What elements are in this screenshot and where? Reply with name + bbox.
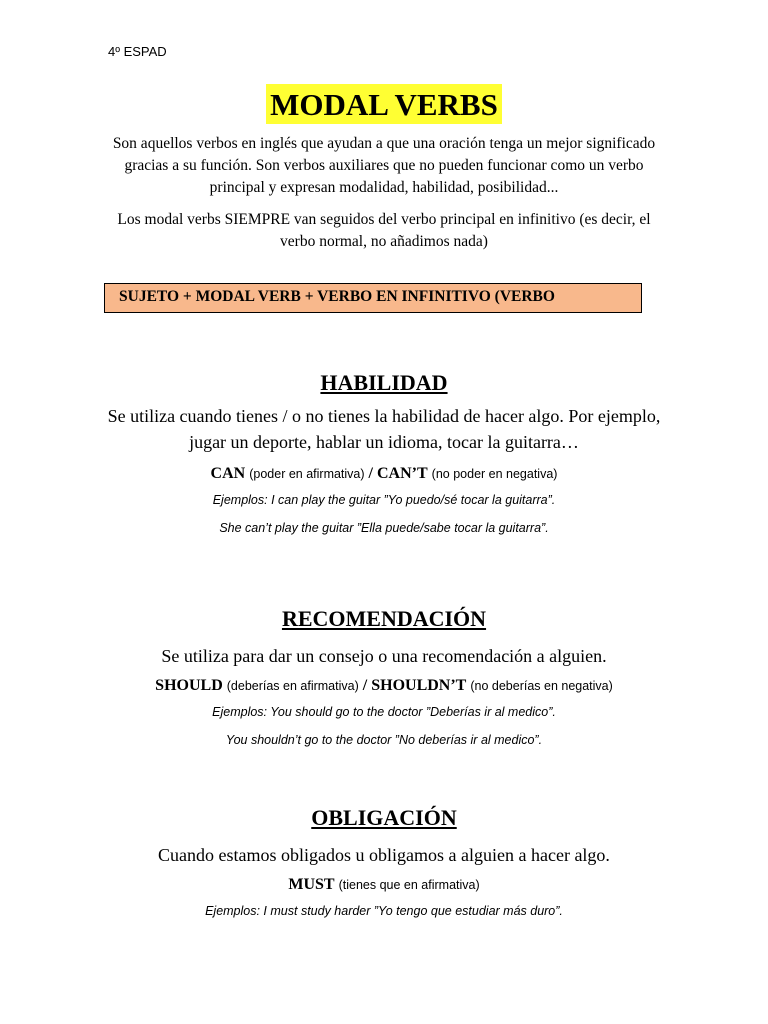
page-title: MODAL VERBS: [266, 84, 502, 124]
gloss-must: (tienes que en afirmativa): [338, 878, 480, 892]
gloss-can: (poder en afirmativa): [249, 467, 365, 481]
example-line-2: You shouldn’t go to the doctor ”No deberías ir al medico”.: [225, 733, 543, 747]
verb-line-habilidad: [84, 463, 684, 485]
intro-paragraph-2: Los modal verbs SIEMPRE van seguidos del verbo principal en infinitivo (es decir, el verbo normal, no añadimos nada): [117, 211, 651, 250]
modal-verb-must: MUST: [288, 876, 335, 893]
section-description-obligacion: Cuando estamos obligados u obligamos a alguien a hacer algo.: [158, 845, 610, 865]
formula-box: SUJETO + MODAL VERB + VERBO EN INFINITIVO (VERBO: [104, 283, 642, 313]
verb-separator: /: [362, 677, 368, 694]
section-description-habilidad: Se utiliza cuando tienes / o no tienes la habilidad de hacer algo. Por ejemplo, jugar un deporte, hablar un idioma, tocar la guitarra…: [107, 406, 661, 452]
modal-verb-should: SHOULD: [155, 677, 223, 694]
verb-line-recomendacion: [84, 675, 684, 697]
modal-verb-shouldnt: SHOULDN’T: [371, 677, 467, 694]
title-wrap: [0, 84, 768, 124]
example-line-1: Ejemplos: You should go to the doctor ”Deberías ir al medico”.: [212, 705, 556, 719]
section-heading-recomendacion: RECOMENDACIÓN: [281, 606, 487, 631]
section-habilidad: [84, 369, 684, 537]
verb-separator: /: [368, 465, 373, 482]
intro-block: [104, 133, 664, 263]
section-heading-obligacion: OBLIGACIÓN: [311, 805, 457, 830]
section-obligacion: [84, 804, 684, 920]
gloss-shouldnt: (no deberías en negativa): [470, 679, 613, 693]
example-line-2: She can’t play the guitar ”Ella puede/sabe tocar la guitarra”.: [219, 521, 549, 535]
course-label: 4º ESPAD: [108, 44, 167, 59]
section-recomendacion: [84, 605, 684, 749]
example-line-1: Ejemplos: I can play the guitar ”Yo puedo/sé tocar la guitarra”.: [212, 493, 556, 507]
modal-verb-cant: CAN’T: [377, 465, 428, 482]
section-heading-habilidad: HABILIDAD: [320, 370, 448, 395]
section-description-recomendacion: Se utiliza para dar un consejo o una recomendación a alguien.: [161, 646, 607, 666]
example-line-1: Ejemplos: I must study harder ”Yo tengo que estudiar más duro”.: [205, 904, 563, 918]
gloss-cant: (no poder en negativa): [431, 467, 558, 481]
intro-paragraph-1: Son aquellos verbos en inglés que ayudan a que una oración tenga un mejor significado gracias a su función. Son verbos auxiliares que no pueden funcionar como un verbo principal y expresan modalidad, habilidad, posibilidad...: [112, 135, 656, 196]
verb-line-obligacion: [84, 874, 684, 896]
modal-verb-can: CAN: [210, 465, 246, 482]
gloss-should: (deberías en afirmativa): [226, 679, 359, 693]
